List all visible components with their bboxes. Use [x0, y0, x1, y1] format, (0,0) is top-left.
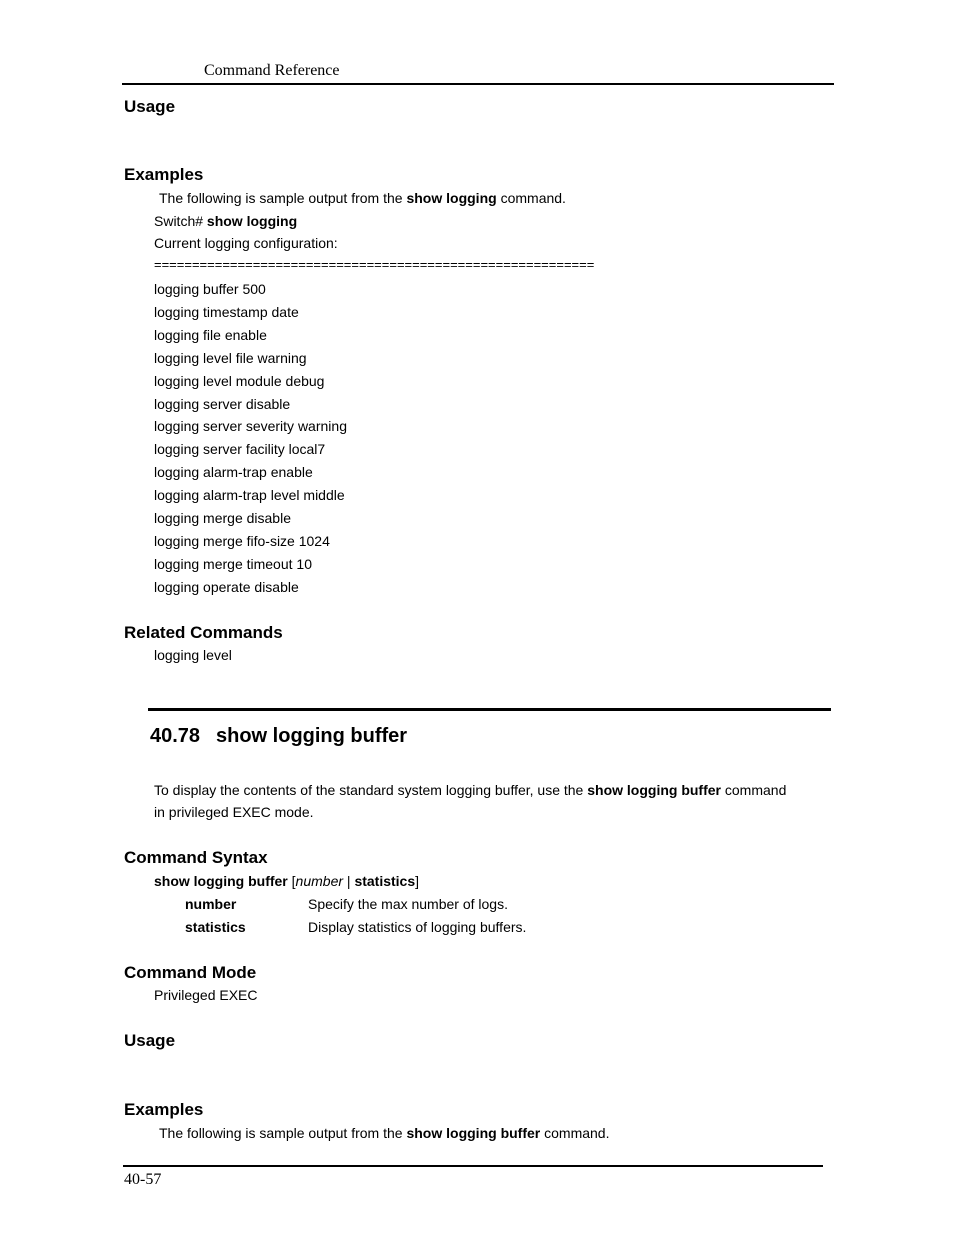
page-number: 40-57	[124, 1171, 162, 1188]
cli-prompt-line	[154, 213, 297, 229]
output-line: logging level module debug	[154, 373, 325, 389]
examples-heading: Examples	[124, 165, 204, 184]
output-line: logging level file warning	[154, 350, 307, 366]
output-line: logging merge fifo-size 1024	[154, 533, 330, 549]
description-command: show logging buffer	[587, 782, 721, 798]
section-title-text: show logging buffer	[216, 725, 408, 747]
param-name: number	[185, 896, 237, 912]
examples-intro-suffix: command.	[540, 1125, 610, 1141]
section-description-line2: in privileged EXEC mode.	[154, 804, 314, 820]
syntax-param-number: number	[295, 873, 344, 889]
output-line: logging operate disable	[154, 579, 299, 595]
output-line: logging server facility local7	[154, 441, 326, 457]
examples-intro-prefix: The following is sample output from the	[159, 1125, 407, 1141]
examples-heading-2: Examples	[124, 1100, 204, 1119]
section-number: 40.78	[150, 725, 201, 747]
description-prefix: To display the contents of the standard system logging buffer, use the	[154, 782, 588, 798]
header-rule	[122, 83, 834, 85]
param-description: Specify the max number of logs.	[308, 896, 508, 912]
examples-intro-prefix: The following is sample output from the	[159, 190, 407, 206]
examples-intro	[159, 190, 566, 206]
examples-intro-suffix: command.	[496, 190, 566, 206]
footer-rule	[123, 1165, 823, 1167]
output-line: logging merge timeout 10	[154, 556, 312, 572]
output-separator: ==========================================================	[154, 257, 595, 272]
cli-command: show logging	[206, 213, 298, 229]
output-line: logging merge disable	[154, 510, 291, 526]
output-header: Current logging configuration:	[154, 235, 338, 251]
param-description: Display statistics of logging buffers.	[308, 919, 527, 935]
syntax-separator: |	[343, 873, 355, 889]
description-suffix: command	[721, 782, 787, 798]
examples-intro-command: show logging	[406, 190, 497, 206]
examples-intro-2	[159, 1125, 609, 1141]
examples-intro-command: show logging buffer	[406, 1125, 541, 1141]
syntax-open-bracket: [	[287, 873, 296, 889]
syntax-line	[154, 873, 419, 889]
output-line: logging timestamp date	[154, 304, 299, 320]
running-header: Command Reference	[204, 62, 340, 79]
output-line: logging server disable	[154, 396, 291, 412]
output-line: logging server severity warning	[154, 418, 347, 434]
output-line: logging alarm-trap enable	[154, 464, 313, 480]
related-commands-heading: Related Commands	[124, 623, 283, 642]
usage-heading: Usage	[124, 97, 176, 116]
section-title	[150, 725, 407, 748]
section-description	[154, 782, 786, 798]
command-mode-value: Privileged EXEC	[154, 987, 258, 1003]
cli-prompt: Switch#	[154, 213, 207, 229]
command-syntax-heading: Command Syntax	[124, 848, 268, 867]
usage-heading-2: Usage	[124, 1031, 176, 1050]
output-line: logging buffer 500	[154, 281, 266, 297]
output-line: logging file enable	[154, 327, 267, 343]
syntax-command: show logging buffer	[154, 873, 288, 889]
output-line: logging alarm-trap level middle	[154, 487, 345, 503]
command-mode-heading: Command Mode	[124, 963, 257, 982]
section-rule	[148, 708, 831, 711]
syntax-param-statistics: statistics	[354, 873, 416, 889]
param-name: statistics	[185, 919, 246, 935]
syntax-close-bracket: ]	[415, 873, 420, 889]
related-command-item: logging level	[154, 647, 232, 663]
